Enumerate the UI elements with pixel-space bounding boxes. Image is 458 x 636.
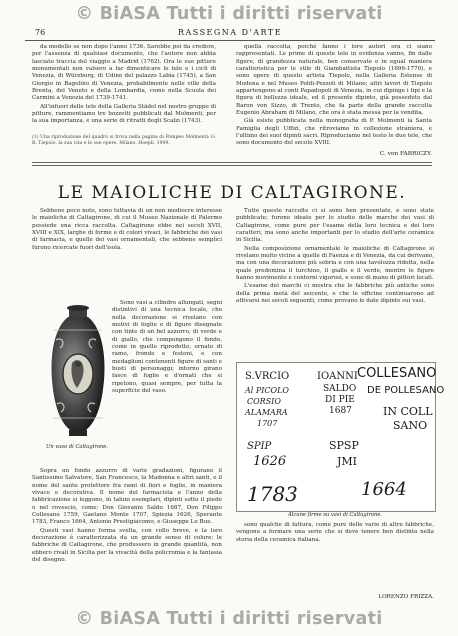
body-text-wrap xyxy=(112,300,222,468)
mark-3: DI PIE xyxy=(325,395,355,405)
mark-15: Al PICOLO xyxy=(245,386,289,395)
page-header xyxy=(25,26,435,41)
section-divider xyxy=(32,162,432,163)
section-divider xyxy=(32,165,432,166)
paragraph: Sono vasi a cilindro allungati, segni distintivi di una tecnica locale, che nella decorazione si rivelano con motivi di foglie e di figure disegnate con tinte di un bel azzurro, di verde e di giallo, che compongono il fondo, come in quello riprodotto, ornato di ramo, fronde e festoni, e con medaglioni contenenti figure di santi e busti di personaggi; intorno girano fasce di foglie e d'ornati che si ripetono, quasi sempre, per tutta la superficie del vaso. xyxy=(112,300,222,395)
paragraph: sono qualche di fattura, come pure delle varie di altre fabbriche, vengono a formare una serie che si deve tenere ben distinta nella storia della ceramica italiana. xyxy=(236,522,434,543)
mark-13: 1783 xyxy=(247,482,298,506)
paragraph: Già esiste pubblicata nella monografia di P. Molmenti la Santa Famiglia degli Uffizi, che ritroviamo in collezione straniera, e l'ultimo dei suoi dipinti sacri. Riproduciamo nel testo le due tele, che sono documento del secolo XVIII. xyxy=(236,118,432,147)
maker-marks-caption: Alcune firme su vasi di Caltagirone. xyxy=(287,512,383,518)
body-text-left-lower xyxy=(32,468,222,594)
mark-12: JMI xyxy=(337,455,358,468)
article-title: LE MAIOLICHE DI CALTAGIRONE. xyxy=(57,183,407,203)
mark-17: ALAMARA xyxy=(245,408,288,417)
maker-marks-illustration xyxy=(236,362,445,512)
mark-9: SPIP xyxy=(247,441,272,452)
top-left-column xyxy=(32,44,216,132)
body-text-right-lower xyxy=(236,522,434,594)
paragraph: Tutte queste raccolte ci si sono ben presentate, e sono state pubblicate; furono ideate per lo studio delle marche dei vasi di Caltagirone, come pure per l'esame della loro tecnica e dei loro caratteri, ma sono anche importanti per lo studio dell'arte ceramica in Sicilia. xyxy=(236,208,434,244)
paragraph: Nella composizione ornamentale le maioliche di Caltagirone si rivelano molto vicine a quelle di Faenza e di Venezia, da cui derivano, ma con una decorazione più sobria e con una tavolozza ridotta, nella quale predomina il turchino, il giallo e il verde, mentre le figure hanno movimento e contorni vigorosi, e sono di mano di pittori locali. xyxy=(236,245,434,282)
watermark-bottom: © BiASA Tutti i diritti riservati xyxy=(75,609,383,629)
mark-18: 1707 xyxy=(257,419,278,428)
paragraph: L'esame dei marchi ci mostra che le fabbriche più antiche sono della prima metà del seicento, e che le officine continuarono ad attivarsi nei secoli seguenti, come provano le date dipinte sui vasi. xyxy=(236,283,434,305)
footnote: (1) Una riproduzione del quadro si trova nella pagina di Pompeo Molmenti: G. B. Tiepolo, la sua vita e le sue opere. Milano, Hoepli, 1909. xyxy=(32,135,216,146)
mark-2: SALDO xyxy=(323,384,357,394)
mark-16: CORSIO xyxy=(247,397,281,406)
paragraph: All'infuori delle tele della Galleria Städel nel nostro gruppo di pitture, rammentiamo tre bozzetti pubblicati dal Molmenti, per la sua importanza, e una serie di ritratti degli Scalzi (1743). xyxy=(32,103,216,125)
paragraph: Sebbene poco noto, sono tuttavia di un non mediocre interesse le maioliche di Caltagirone, di cui il Museo Nazionale di Palermo possiede una ricca raccolta. Caltagirone ebbe nei secoli XVII, XVIII e XIX, larghe di forme e di colori vivaci, le fabbriche dei vasi di farmacia, e quelle dei vasi ornamentali, che sebbene semplici furono ricercate fuori dell'isola. xyxy=(32,208,222,251)
running-title: RASSEGNA D'ARTE xyxy=(177,28,283,37)
mark-4: 1687 xyxy=(329,406,352,416)
body-text-right xyxy=(236,208,434,360)
paragraph: Sopra un fondo azzurro di varie gradazioni, figurano il Santissimo Salvatore, San Francesco, la Madonna e altri santi, e il nome del santo protettore fra rami di fiori e foglie, in maniera vivace e decorativa. Il nome del farmacista e l'anno della fabbricazione si leggono, in taluni esemplari, dipinti sotto il piede o nel rovescio, come: Don Giovanni Saldo 1687, Don Filippo Collesano 1759, Gaetano Monte 1707, Spiezia 1626, Sperante 1783, Franco 1664, Antonio Prestigiacomo, e Giuseppe Lo Bue. xyxy=(32,468,222,526)
watermark-top: © BiASA Tutti i diritti riservati xyxy=(75,4,383,24)
mark-1: IOANNI xyxy=(317,371,358,382)
page-number: 76 xyxy=(35,28,46,37)
paragraph: Questi vasi hanno forma svelta, con collo breve, e la loro decorazione è caratterizzata da un grande senso di colore; le fabbriche di Caltagirone, che produssero in grande quantità, non ebbero rivali in Sicilia per la vivacità della policromia e la fantasia del disegno. xyxy=(32,527,222,564)
mark-5: COLLESANO xyxy=(357,366,437,381)
mark-7: IN COLL xyxy=(383,405,433,418)
mark-6: DE POLLESANO xyxy=(367,385,445,396)
top-right-column xyxy=(236,44,432,152)
vase-caption: Un vaso di Caltagirone. xyxy=(46,444,108,450)
paragraph: da modello se non dopo l'anno 1736. Sarebbe poi da credere, per l'assenza di qualsiasi documento, che l'autore non abbia lasciato traccia del viaggio a Madrid (1762). Ora le sue pitture monumentali non valsero a far dimenticare le tele e i cicli di Venezia, di Würzburg, di Udine del palazzo Labia (1745), a San Giorgio in Bagolino di Venezia, probabilmente nelle ville della Brenta, del Veneto e della Lombardia, come nella Scuola dei Carmini a Venezia del 1739-1741. xyxy=(32,44,216,102)
mark-11: SPSP xyxy=(329,439,359,452)
body-text-left xyxy=(32,208,222,300)
article-signature: C. von FABRICZY. xyxy=(379,151,432,157)
mark-14: 1664 xyxy=(361,479,407,500)
vase-illustration xyxy=(48,300,108,442)
mark-10: 1626 xyxy=(253,454,287,469)
mark-8: SANO xyxy=(393,419,428,432)
mark-0: S.VRCIO xyxy=(245,371,290,382)
closing-author: LORENZO FRIZZA. xyxy=(378,594,434,600)
paragraph: quella raccolta, poiché fanno i loro autori ora ci siano rappresentati. Le prime di queste tele in evidenza vanno, fin dalle figure, di grandezza naturale, ben conservate e in egual maniera caratteristica per le stile di Giambattista Tiepolo (1696-1770), e sono opere di questo artista Tiepolo, nella Galleria Estense di Modena e nel Museo Poldi-Pezzoli di Milano; altri lavori di Tiepolo appartengono ai conti Papadopoli di Venezia, in cui dipinge i tipi e la figura di bellezza ideale, ed il presente dipinto, già posseduto dal Baron von Sizzo, di Trento, che fa parte della grande raccolta Eugenio Abraham di Milano, che ora è stata messa per la vendita. xyxy=(236,44,432,117)
